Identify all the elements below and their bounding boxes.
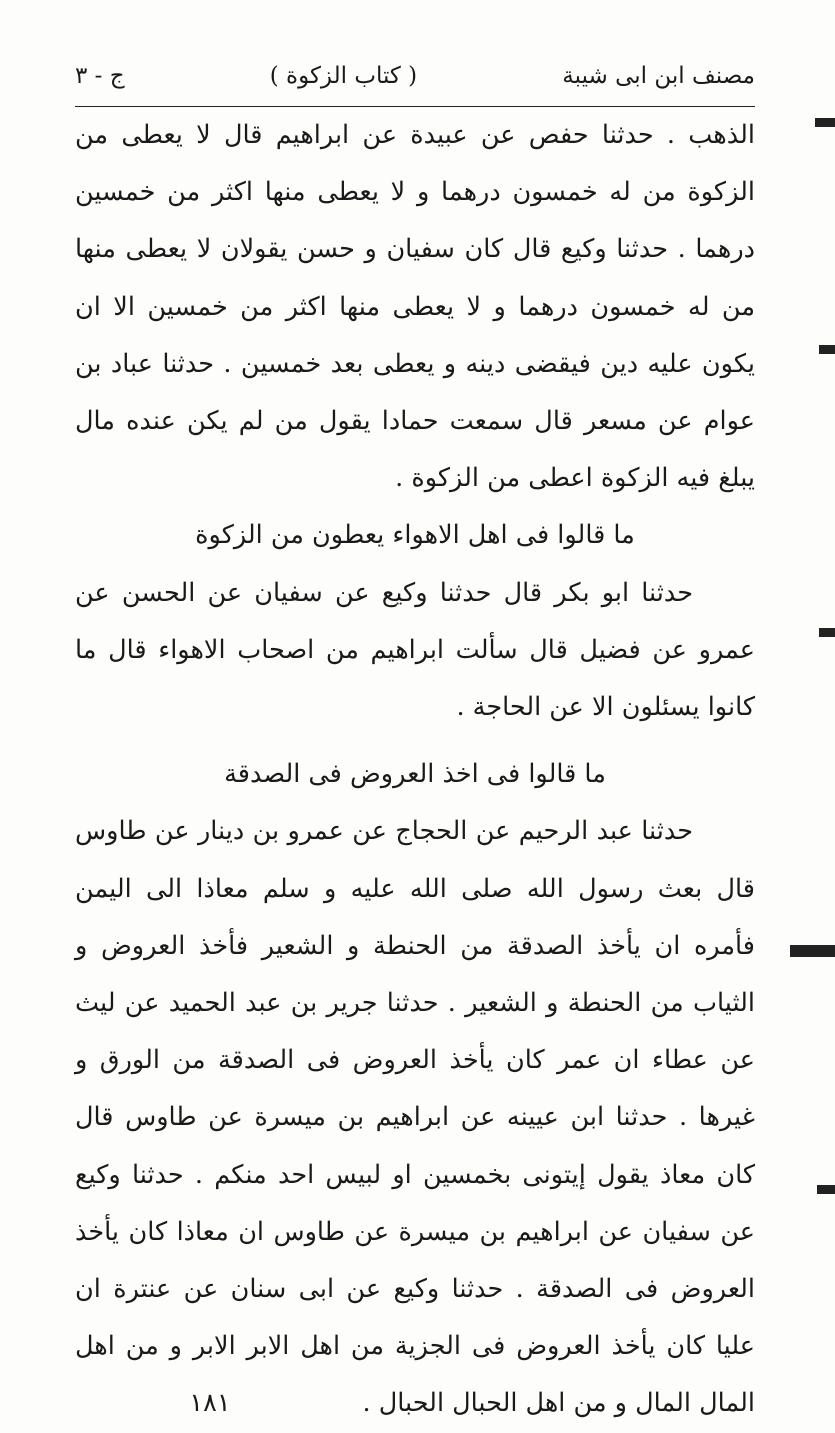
- page-body: [75, 107, 755, 1433]
- chapter-heading: ما قالوا فى اخذ العروض فى الصدقة: [224, 759, 606, 790]
- scan-edge-mark: [819, 628, 835, 637]
- volume-number: ج - ٣: [75, 63, 125, 89]
- document-page: [75, 48, 755, 1433]
- book-title: مصنف ابن ابى شيبة: [562, 63, 755, 89]
- scan-edge-mark: [790, 945, 835, 957]
- paragraph: الذهب . حدثنا حفص عن عبيدة عن ابراهيم قال لا يعطى من الزكوة من له خمسون درهما و لا يعطى منها اكثر من خمسين درهما . حدثنا وكيع قال كان سفيان و حسن يقولان لا يعطى منها من له خمسون درهما و لا يعطى منها اكثر من خمسين الا ان يكون عليه دين فيقضى دينه و يعطى بعد خمسين . حدثنا عباد بن عوام عن مسعر قال سمعت حمادا يقول من لم يكن عنده مال يبلغ فيه الزكوة اعطى من الزكوة .: [75, 120, 755, 494]
- running-header: [75, 48, 755, 104]
- paragraph-text: حدثنا عبد الرحيم عن الحجاج عن عمرو بن دينار عن طاوس قال بعث رسول الله صلى الله عليه و سلم معاذا الى اليمن فأمره ان يأخذ الصدقة من الحنطة و الشعير فأخذ العروض و الثياب من الحنطة و الشعير . حدثنا جرير بن عبد الحميد عن ليث عن عطاء ان عمر كان يأخذ العروض فى الصدقة من الورق و غيرها . حدثنا ابن عيينه عن ابراهيم بن ميسرة عن طاوس قال كان معاذ يقول إيتونى بخمسين او لبيس احد منكم . حدثنا وكيع عن سفيان عن ابراهيم بن ميسرة عن طاوس ان معاذا كان يأخذ العروض فى الصدقة . حدثنا وكيع عن ابى سنان عن عنترة ان عليا كان يأخذ العروض فى الجزية من اهل الابر الابر و من اهل المال المال و من اهل الحبال الحبال .: [75, 816, 755, 1419]
- page-number: ١٨١: [189, 1388, 231, 1419]
- scan-edge-mark: [817, 1185, 835, 1194]
- scan-edge-mark: [819, 345, 835, 354]
- paragraph: [75, 803, 755, 1432]
- chapter-heading: ما قالوا فى اهل الاهواء يعطون من الزكوة: [195, 520, 635, 551]
- paragraph: حدثنا ابو بكر قال حدثنا وكيع عن سفيان عن الحسن عن عمرو عن فضيل قال سألت ابراهيم من اصحاب الاهواء قال ما كانوا يسئلون الا عن الحاجة .: [75, 577, 755, 723]
- scan-edge-mark: [815, 118, 835, 127]
- section-title: ( كتاب الزكوة ): [269, 63, 418, 89]
